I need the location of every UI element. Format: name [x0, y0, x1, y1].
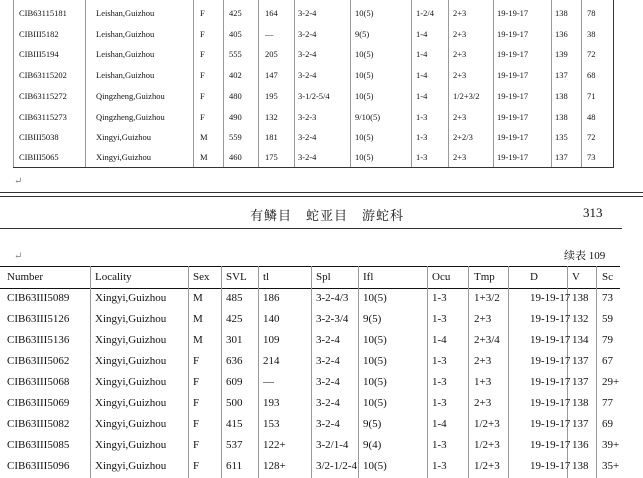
table-cell: CIB63III5085 [7, 439, 70, 451]
table-cell: 3-2/1-4 [316, 439, 349, 451]
table-cell: 137 [555, 152, 568, 162]
table-cell: 19-19-17 [530, 439, 571, 451]
table-cell: 1-3 [432, 460, 447, 472]
table-cell: F [193, 376, 200, 388]
table-cell: 3-2-4 [298, 8, 317, 18]
table-cell: 9/10(5) [355, 112, 381, 122]
table-cell: M [193, 313, 203, 325]
table-header-row [0, 267, 643, 288]
table-cell: 139 [555, 49, 568, 59]
table-cell: 138 [555, 112, 568, 122]
table-cell: 480 [229, 91, 242, 101]
table-cell: CIB63115272 [19, 91, 67, 101]
table-cell: CIB63III5126 [7, 313, 70, 325]
table-cell: 138 [555, 91, 568, 101]
table-cell: 1-4 [416, 29, 428, 39]
table-cell: F [193, 397, 200, 409]
table-cell: Xingyi,Guizhou [95, 292, 167, 304]
table-cell: 3-2-4 [298, 132, 317, 142]
table-cell: 10(5) [363, 397, 387, 409]
column-header: Sc [602, 271, 613, 283]
table-cell: 10(5) [363, 460, 387, 472]
table-cell: 9(5) [355, 29, 370, 39]
table-cell: 1+3/2 [474, 292, 500, 304]
table-cell: 132 [265, 112, 278, 122]
table-cell: 164 [265, 8, 278, 18]
table-cell: 3-2-4 [316, 355, 340, 367]
table-cell: CIB63115273 [19, 112, 67, 122]
table-cell: 537 [226, 439, 243, 451]
table-cell: 559 [229, 132, 242, 142]
table-cell: — [265, 29, 274, 39]
table-cell: 1-3 [432, 439, 447, 451]
table-cell: F [200, 29, 205, 39]
table-cell: 1-3 [432, 355, 447, 367]
column-header: tl [263, 271, 270, 283]
table-cell: 2+3/4 [474, 334, 500, 346]
table-cell: 3-2-3/4 [316, 313, 349, 325]
table-cell: 181 [265, 132, 278, 142]
table-row [0, 351, 643, 372]
table-row [0, 456, 643, 477]
table-cell: 2+3 [453, 49, 467, 59]
table-cell: 2+3 [453, 152, 467, 162]
table-cell: 1/2+3/2 [453, 91, 480, 101]
table-row [13, 86, 613, 106]
table-cell: 68 [587, 70, 596, 80]
table-row [0, 330, 643, 351]
table-cell: 19-19-17 [530, 376, 571, 388]
table-cell: 38 [587, 29, 596, 39]
table-cell: CIB63III5082 [7, 418, 70, 430]
table-cell: F [193, 460, 200, 472]
table-cell: 10(5) [355, 152, 374, 162]
table-cell: F [193, 439, 200, 451]
table-cell: Xingyi,Guizhou [95, 439, 167, 451]
table-cell: 67 [602, 355, 613, 367]
table-cell: 1-3 [432, 313, 447, 325]
table-cell: Xingyi,Guizhou [95, 334, 167, 346]
table-cell: CIB63115181 [19, 8, 67, 18]
table-cell: 490 [229, 112, 242, 122]
column-header: Ocu [432, 271, 451, 283]
table-cell: 10(5) [355, 132, 374, 142]
table-cell: 3-2-4 [316, 418, 340, 430]
table-cell: 137 [555, 70, 568, 80]
table-cell: 3-2-4/3 [316, 292, 349, 304]
table-cell: 137 [572, 376, 589, 388]
table-cell: Xingyi,Guizhou [95, 376, 167, 388]
table-cell: 138 [572, 292, 589, 304]
table-cell: M [193, 292, 203, 304]
table-cell: 19-19-17 [530, 418, 571, 430]
table-cell: 186 [263, 292, 280, 304]
table-cell: 3-1/2-5/4 [298, 91, 330, 101]
table-cell: F [193, 418, 200, 430]
table-row [13, 44, 613, 64]
table-row [0, 393, 643, 414]
table-cell: 1-3 [416, 132, 428, 142]
table-cell: 134 [572, 334, 589, 346]
table-cell: 1-3 [416, 152, 428, 162]
table-cell: 73 [602, 292, 613, 304]
table-cell: CIB63III5136 [7, 334, 70, 346]
table-cell: 1+3 [474, 376, 492, 388]
table-cell: 138 [572, 397, 589, 409]
table-cell: 205 [265, 49, 278, 59]
table-cell: 77 [602, 397, 613, 409]
table-cell: 1-4 [416, 70, 428, 80]
table-cell: 72 [587, 132, 596, 142]
table-cell: 10(5) [363, 376, 387, 388]
table-cell: 2+3 [453, 112, 467, 122]
table-cell: 19-19-17 [497, 112, 529, 122]
table-cell: F [200, 49, 205, 59]
table-cell: 1-4 [432, 334, 447, 346]
table-cell: 39+ [602, 439, 620, 451]
table-cell: Leishan,Guizhou [96, 70, 155, 80]
table-cell: Xingyi,Guizhou [95, 418, 167, 430]
table-cell: 69 [602, 418, 613, 430]
table-cell: CIBIII5194 [19, 49, 59, 59]
table-row [0, 288, 643, 309]
table-cell: M [200, 132, 208, 142]
table-cell: 109 [263, 334, 280, 346]
table-cell: 3-2-4 [298, 152, 317, 162]
table-cell: 3-2-4 [298, 29, 317, 39]
table-cell: 2+3 [453, 8, 467, 18]
table-cell: 611 [226, 460, 243, 472]
table-cell: 10(5) [363, 292, 387, 304]
table-cell: 2+3 [453, 70, 467, 80]
table-cell: 1-4 [416, 91, 428, 101]
table-cell: 137 [572, 355, 589, 367]
table-cell: 72 [587, 49, 596, 59]
table-cell: 71 [587, 91, 596, 101]
table-cell: 9(4) [363, 439, 382, 451]
column-header: V [572, 271, 580, 283]
table-cell: Xingyi,Guizhou [95, 355, 167, 367]
column-header: Locality [95, 271, 132, 283]
running-header [0, 204, 643, 226]
table-cell: 147 [265, 70, 278, 80]
table-row [0, 372, 643, 393]
table-cell: 138 [555, 8, 568, 18]
table-cell: Xingyi,Guizhou [96, 152, 152, 162]
table-cell: 402 [229, 70, 242, 80]
table-cell: 59 [602, 313, 613, 325]
table-cell: 1/2+3 [474, 460, 500, 472]
table-cell: 29+ [602, 376, 620, 388]
table-cell: 48 [587, 112, 596, 122]
table-cell: Xingyi,Guizhou [95, 397, 167, 409]
table-cell: 175 [265, 152, 278, 162]
table-cell: 2+3 [453, 29, 467, 39]
table-cell: 3-2-4 [316, 376, 340, 388]
table-cell: 19-19-17 [530, 397, 571, 409]
table-row [0, 414, 643, 435]
table-cell: 1/2+3 [474, 439, 500, 451]
paragraph-mark: ↵ [14, 251, 23, 262]
table-row [0, 435, 643, 456]
table-cell: M [200, 152, 208, 162]
table-cell: 415 [226, 418, 243, 430]
table-cell: 19-19-17 [530, 334, 571, 346]
table-cell: 3-2-4 [316, 397, 340, 409]
table-cell: 10(5) [355, 8, 374, 18]
table-row [13, 107, 613, 127]
column-header: D [530, 271, 538, 283]
page-number: 313 [583, 205, 603, 220]
table-cell: CIBIII5038 [19, 132, 59, 142]
table-cell: 132 [572, 313, 589, 325]
table-cell: 301 [226, 334, 243, 346]
table-cell: 1-3 [432, 376, 447, 388]
table-cell: F [200, 91, 205, 101]
column-header: SVL [226, 271, 247, 283]
table-cell: Xingyi,Guizhou [95, 460, 167, 472]
table-cell: 19-19-17 [497, 29, 529, 39]
table-row [13, 65, 613, 85]
table-cell: 3/2-1/2-4 [316, 460, 357, 472]
table-cell: CIB63III5062 [7, 355, 70, 367]
table-cell: 1-3 [432, 292, 447, 304]
table-cell: 137 [572, 418, 589, 430]
table-cell: 35+ [602, 460, 620, 472]
table-cell: 79 [602, 334, 613, 346]
table-cell: 1-3 [432, 397, 447, 409]
table-cell: 135 [555, 132, 568, 142]
table-cell: 2+2/3 [453, 132, 473, 142]
table-cell: 10(5) [355, 49, 374, 59]
table-cell: 425 [229, 8, 242, 18]
table-cell: 140 [263, 313, 280, 325]
table-cell: 214 [263, 355, 280, 367]
table-cell: CIB63III5096 [7, 460, 70, 472]
table-cell: 1-4 [416, 49, 428, 59]
table-cell: 3-2-4 [298, 70, 317, 80]
page-break-line [0, 192, 643, 193]
continued-table-label: 续表 109 [564, 250, 606, 262]
table-row [13, 24, 613, 44]
table-cell: CIB63III5068 [7, 376, 70, 388]
table-cell: 2+3 [474, 313, 492, 325]
column-header: Spl [316, 271, 331, 283]
column-header: Tmp [474, 271, 495, 283]
table-cell: 9(5) [363, 418, 382, 430]
table-cell: 2+3 [474, 397, 492, 409]
column-header: Sex [193, 271, 210, 283]
column-header: Ifl [363, 271, 374, 283]
table-cell: 3-2-3 [298, 112, 317, 122]
table-row [13, 147, 613, 167]
chapter-title: 有鳞目 蛇亚目 游蛇科 [250, 208, 405, 223]
table-cell: Xingyi,Guizhou [95, 313, 167, 325]
table-row [13, 3, 613, 23]
table-cell: 500 [226, 397, 243, 409]
table-cell: 2+3 [474, 355, 492, 367]
page-break-line [0, 196, 643, 197]
table-cell: 193 [263, 397, 280, 409]
previous-page-table [13, 0, 614, 168]
table-cell: 3-2-4 [298, 49, 317, 59]
table-cell: 138 [572, 460, 589, 472]
table-cell: CIBIII5065 [19, 152, 59, 162]
table-cell: 555 [229, 49, 242, 59]
table-cell: 1-3 [416, 112, 428, 122]
header-rule [0, 228, 622, 229]
table-cell: 1-2/4 [416, 8, 434, 18]
table-cell: CIBIII5182 [19, 29, 59, 39]
table-cell: Leishan,Guizhou [96, 8, 155, 18]
table-cell: 3-2-4 [316, 334, 340, 346]
table-cell: 195 [265, 91, 278, 101]
table-cell: CIB63III5069 [7, 397, 70, 409]
table-cell: CIB63115202 [19, 70, 67, 80]
table-cell: 136 [572, 439, 589, 451]
table-cell: 425 [226, 313, 243, 325]
table-cell: 19-19-17 [497, 49, 529, 59]
table-cell: F [200, 112, 205, 122]
table-cell: 19-19-17 [497, 132, 529, 142]
table-cell: Qingzheng,Guizhou [96, 112, 165, 122]
table-cell: 1-4 [432, 418, 447, 430]
table-cell: 19-19-17 [497, 8, 529, 18]
table-cell: 10(5) [355, 70, 374, 80]
table-cell: 460 [229, 152, 242, 162]
table-cell: 19-19-17 [530, 313, 571, 325]
table-cell: 19-19-17 [530, 355, 571, 367]
table-cell: 19-19-17 [497, 70, 529, 80]
table-cell: 136 [555, 29, 568, 39]
specimen-table [0, 263, 643, 478]
table-cell: Qingzheng,Guizhou [96, 91, 165, 101]
table-cell: F [193, 355, 200, 367]
table-cell: — [263, 376, 274, 388]
table-cell: 73 [587, 152, 596, 162]
table-cell: 10(5) [355, 91, 374, 101]
table-cell: 122+ [263, 439, 286, 451]
table-cell: 609 [226, 376, 243, 388]
table-cell: 153 [263, 418, 280, 430]
table-cell: 405 [229, 29, 242, 39]
table-cell: 19-19-17 [497, 152, 529, 162]
table-cell: Xingyi,Guizhou [96, 132, 152, 142]
table-row [0, 309, 643, 330]
table-cell: 9(5) [363, 313, 382, 325]
table-cell: 485 [226, 292, 243, 304]
table-cell: 10(5) [363, 334, 387, 346]
table-cell: 10(5) [363, 355, 387, 367]
table-cell: F [200, 8, 205, 18]
column-header: Number [7, 271, 44, 283]
table-cell: 128+ [263, 460, 286, 472]
table-cell: M [193, 334, 203, 346]
table-cell: 19-19-17 [497, 91, 529, 101]
table-cell: 1/2+3 [474, 418, 500, 430]
table-cell: CIB63III5089 [7, 292, 70, 304]
table-row [13, 127, 613, 147]
table-cell: 19-19-17 [530, 292, 571, 304]
table-cell: Leishan,Guizhou [96, 29, 155, 39]
paragraph-mark: ↵ [14, 176, 23, 187]
table-cell: F [200, 70, 205, 80]
table-cell: 636 [226, 355, 243, 367]
table-cell: 19-19-17 [530, 460, 571, 472]
table-cell: Leishan,Guizhou [96, 49, 155, 59]
table-cell: 78 [587, 8, 596, 18]
